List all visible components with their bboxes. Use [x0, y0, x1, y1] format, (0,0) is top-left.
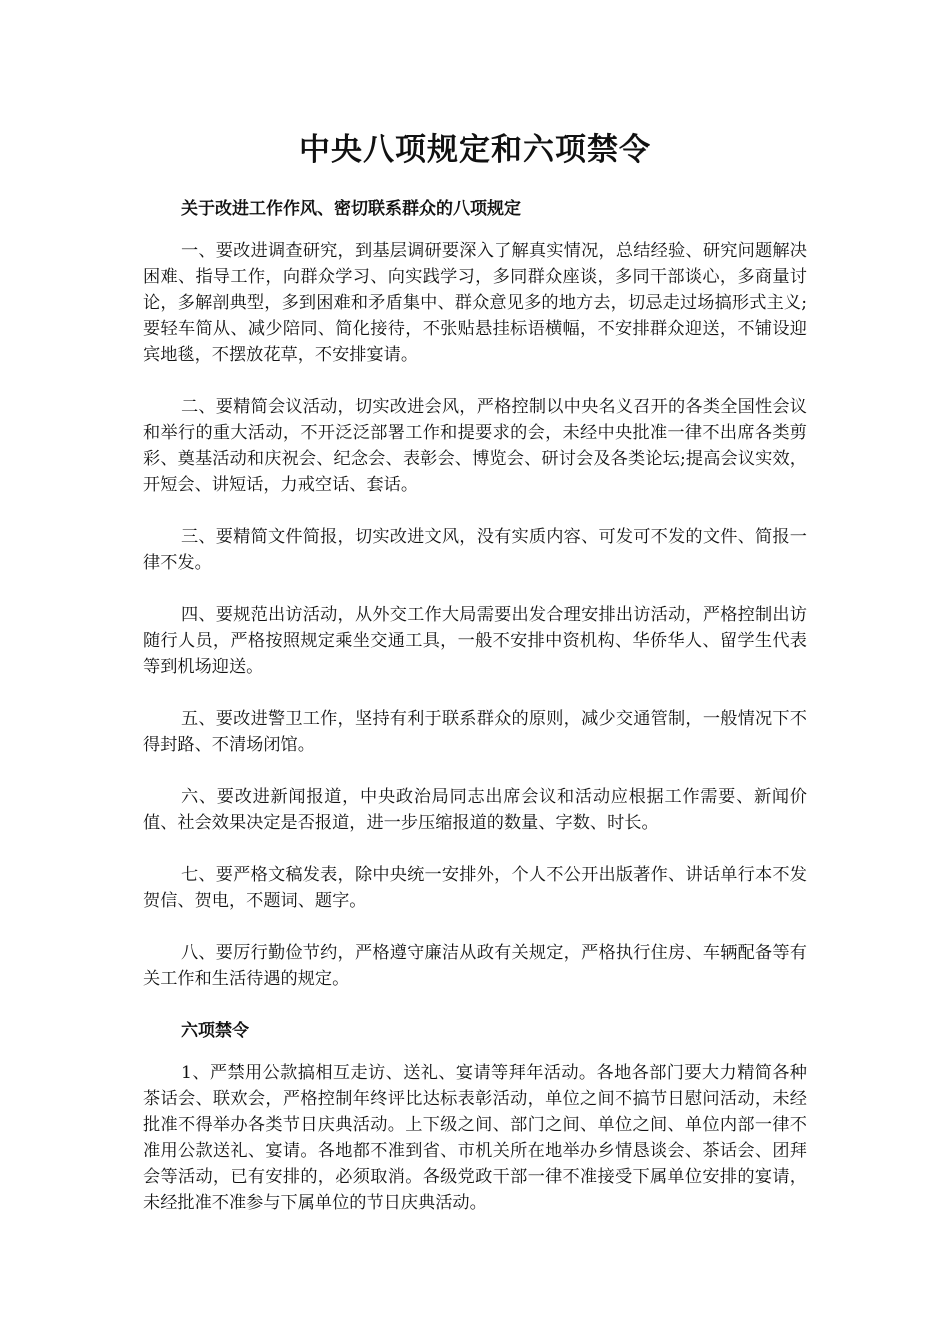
section-heading-eight-rules: 关于改进工作作风、密切联系群众的八项规定	[181, 199, 521, 219]
document-title: 中央八项规定和六项禁令	[299, 132, 651, 168]
rule-paragraph-5: 五、要改进警卫工作，坚持有利于联系群众的原则，减少交通管制，一般情况下不得封路、不清场闭馆。	[143, 709, 807, 755]
rule-paragraph-8: 八、要厉行勤俭节约，严格遵守廉洁从政有关规定，严格执行住房、车辆配备等有关工作和生活待遇的规定。	[143, 943, 807, 989]
rule-paragraph-1: 一、要改进调查研究，到基层调研要深入了解真实情况，总结经验、研究问题解决困难、指导工作，向群众学习、向实践学习，多同群众座谈，多同干部谈心，多商量讨论，多解剖典型，多到困难和矛盾集中、群众意见多的地方去，切忌走过场搞形式主义;要轻车简从、减少陪同、简化接待，不张贴悬挂标语横幅，不安排群众迎送，不铺设迎宾地毯，不摆放花草，不安排宴请。	[143, 241, 807, 365]
rule-paragraph-6: 六、要改进新闻报道，中央政治局同志出席会议和活动应根据工作需要、新闻价值、社会效果决定是否报道，进一步压缩报道的数量、字数、时长。	[143, 787, 807, 833]
rule-paragraph-3: 三、要精简文件简报，切实改进文风，没有实质内容、可发可不发的文件、简报一律不发。	[143, 527, 807, 573]
section-heading-six-prohibitions: 六项禁令	[181, 1021, 249, 1041]
prohibition-paragraph-1: 1、严禁用公款搞相互走访、送礼、宴请等拜年活动。各地各部门要大力精简各种茶话会、联欢会，严格控制年终评比达标表彰活动，单位之间不搞节日慰问活动，未经批准不得举办各类节日庆典活动。上下级之间、部门之间、单位之间、单位内部一律不准用公款送礼、宴请。各地都不准到省、市机关所在地举办乡情恳谈会、茶话会、团拜会等活动，已有安排的，必须取消。各级党政干部一律不准接受下属单位安排的宴请，未经批准不准参与下属单位的节日庆典活动。	[143, 1063, 807, 1213]
rule-paragraph-4: 四、要规范出访活动，从外交工作大局需要出发合理安排出访活动，严格控制出访随行人员，严格按照规定乘坐交通工具，一般不安排中资机构、华侨华人、留学生代表等到机场迎送。	[143, 605, 807, 677]
rule-paragraph-7: 七、要严格文稿发表，除中央统一安排外，个人不公开出版著作、讲话单行本不发贺信、贺电，不题词、题字。	[143, 865, 807, 911]
rule-paragraph-2: 二、要精简会议活动，切实改进会风，严格控制以中央名义召开的各类全国性会议和举行的重大活动，不开泛泛部署工作和提要求的会，未经中央批准一律不出席各类剪彩、奠基活动和庆祝会、纪念会、表彰会、博览会、研讨会及各类论坛;提高会议实效，开短会、讲短话，力戒空话、套话。	[143, 397, 807, 495]
document-body	[143, 192, 807, 1242]
